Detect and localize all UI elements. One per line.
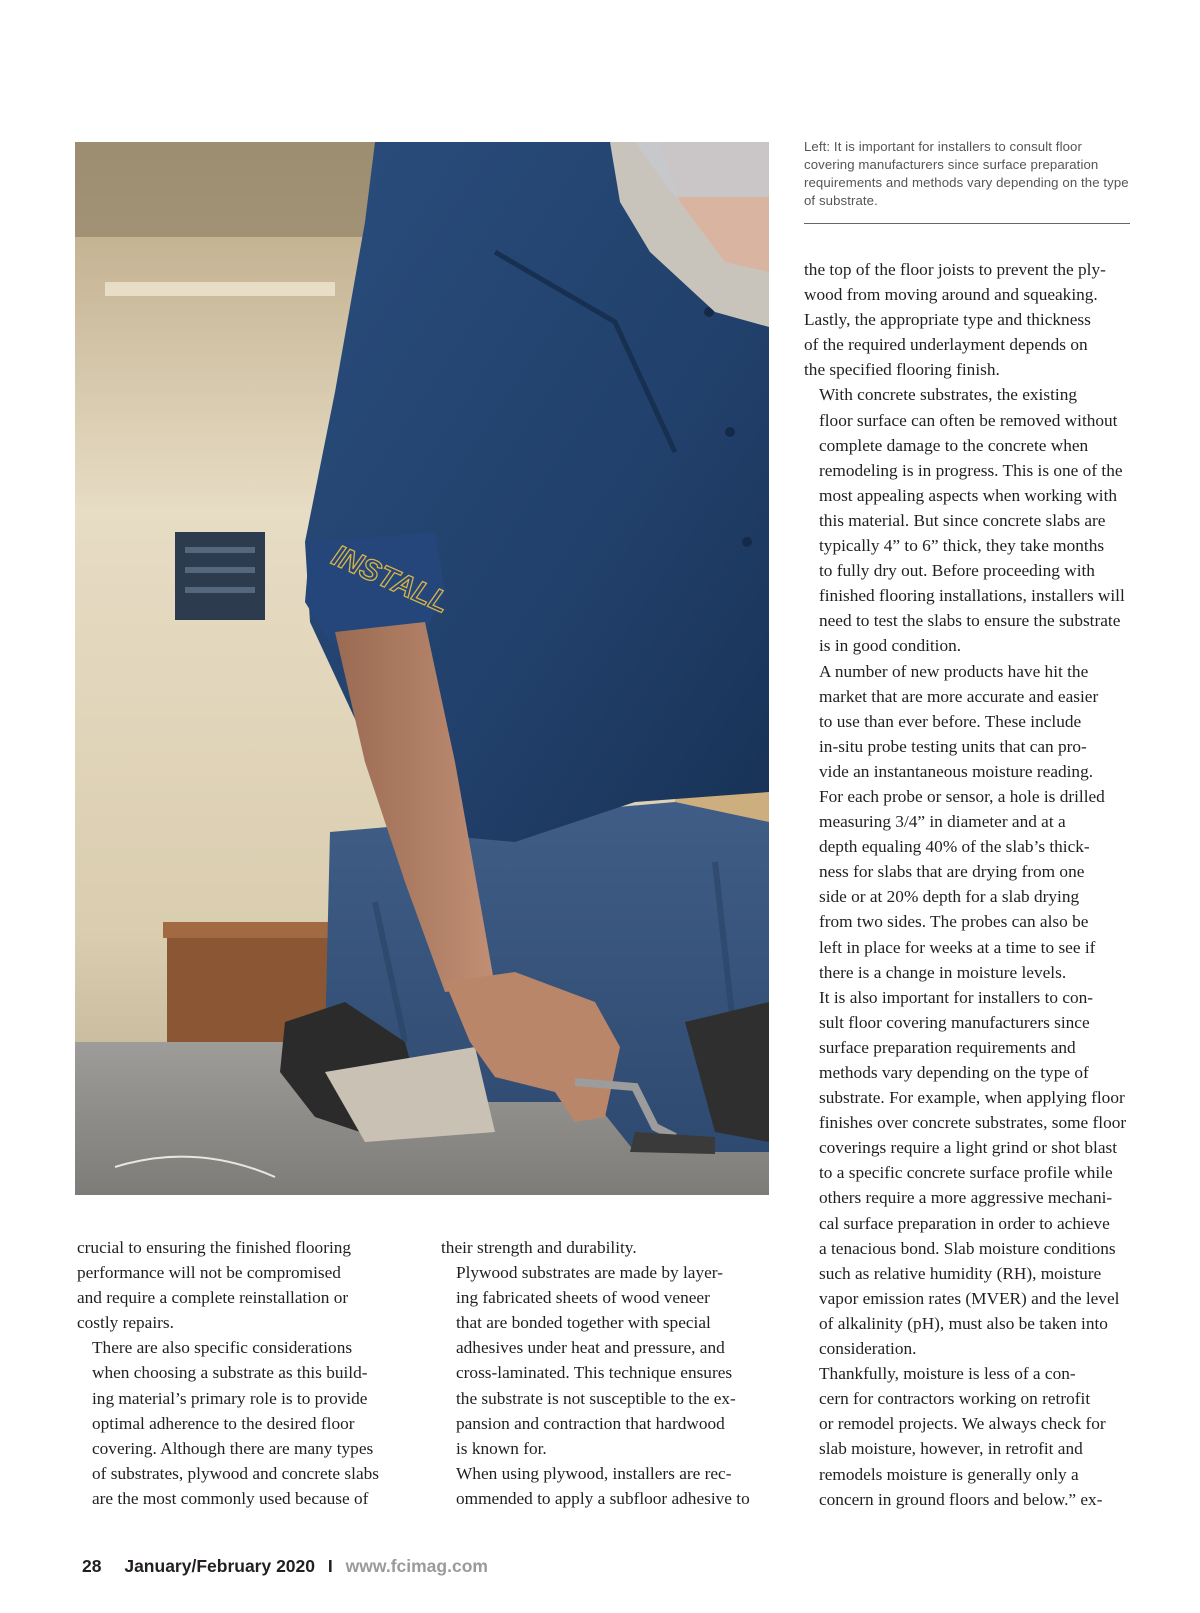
- text-line: ing fabricated sheets of wood veneer: [456, 1288, 710, 1308]
- page-number: 28: [82, 1556, 102, 1576]
- paragraph: [804, 659, 1134, 985]
- text-line: others require a more aggressive mechani-: [819, 1188, 1113, 1208]
- paragraph: [804, 1361, 1134, 1512]
- text-line: typically 4” to 6” thick, they take months: [819, 536, 1105, 556]
- caption-divider: [804, 223, 1130, 224]
- text-line: are the most commonly used because of: [92, 1488, 369, 1508]
- text-line: measuring 3/4” in diameter and at a: [819, 812, 1066, 832]
- text-line: a tenacious bond. Slab moisture conditions: [819, 1238, 1116, 1258]
- text-line: With concrete substrates, the existing: [819, 385, 1077, 405]
- text-line: optimal adherence to the desired floor: [92, 1413, 355, 1433]
- text-line: When using plywood, installers are rec-: [456, 1463, 732, 1483]
- text-line: pansion and contraction that hardwood: [456, 1413, 725, 1433]
- text-line: vapor emission rates (MVER) and the level: [819, 1288, 1120, 1308]
- paragraph: [804, 257, 1134, 382]
- text-line: left in place for weeks at a time to see if: [819, 937, 1096, 957]
- text-line: ness for slabs that are drying from one: [819, 862, 1085, 882]
- text-line: their strength and durability.: [441, 1238, 637, 1257]
- text-line: surface preparation requirements and: [819, 1037, 1076, 1057]
- text-line: most appealing aspects when working with: [819, 485, 1118, 505]
- text-line: vide an instantaneous moisture reading.: [819, 761, 1094, 781]
- text-line: complete damage to the concrete when: [819, 435, 1089, 455]
- text-line: in-situ probe testing units that can pro-: [819, 736, 1087, 756]
- paragraph: [441, 1461, 771, 1511]
- text-line: to fully dry out. Before proceeding with: [819, 561, 1095, 581]
- text-line: It is also important for installers to con-: [819, 987, 1094, 1007]
- text-line: ommended to apply a subfloor adhesive to: [456, 1488, 750, 1508]
- paragraph: [441, 1260, 771, 1461]
- footer-separator: I: [327, 1556, 333, 1576]
- text-line: market that are more accurate and easier: [819, 686, 1099, 706]
- text-line: slab moisture, however, in retrofit and: [819, 1439, 1083, 1459]
- article-photo: [75, 142, 769, 1195]
- text-line: cal surface preparation in order to achieve: [819, 1213, 1110, 1233]
- website-link[interactable]: www.fcimag.com: [345, 1556, 488, 1576]
- text-line: coverings require a light grind or shot blast: [819, 1138, 1118, 1158]
- text-line: methods vary depending on the type of: [819, 1063, 1089, 1082]
- page-footer: [82, 1556, 488, 1577]
- text-line: of substrates, plywood and concrete slabs: [92, 1463, 379, 1483]
- text-line: remodels moisture is generally only a: [819, 1464, 1079, 1484]
- text-line: the specified flooring finish.: [804, 360, 1000, 380]
- paragraph: [77, 1235, 407, 1335]
- text-line: cern for contractors working on retrofit: [819, 1389, 1091, 1409]
- text-line: Plywood substrates are made by layer-: [456, 1263, 723, 1283]
- issue-date: January/February 2020: [124, 1556, 316, 1576]
- text-line: from two sides. The probes can also be: [819, 912, 1089, 932]
- article-column-middle: [441, 1235, 771, 1511]
- text-line: floor surface can often be removed without: [819, 410, 1118, 430]
- sleeve-logo: INSTALL: [326, 539, 455, 620]
- text-line: finishes over concrete substrates, some floor: [819, 1113, 1127, 1133]
- text-line: A number of new products have hit the: [819, 661, 1089, 681]
- article-column-left: [77, 1235, 407, 1511]
- text-line: cross-laminated. This technique ensures: [456, 1363, 733, 1383]
- text-line: finished flooring installations, installers will: [819, 586, 1125, 606]
- text-line: ing material’s primary role is to provide: [92, 1388, 368, 1408]
- text-line: is in good condition.: [819, 636, 962, 656]
- paragraph: [804, 985, 1134, 1361]
- article-column-right: [804, 257, 1134, 1512]
- paragraph: [77, 1335, 407, 1511]
- text-line: that are bonded together with special: [456, 1313, 711, 1333]
- text-line: of the required underlayment depends on: [804, 335, 1088, 355]
- text-line: the substrate is not susceptible to the ex-: [456, 1388, 736, 1408]
- text-line: adhesives under heat and pressure, and: [456, 1338, 725, 1358]
- text-line: to use than ever before. These include: [819, 711, 1082, 731]
- text-line: there is a change in moisture levels.: [819, 962, 1067, 982]
- text-line: sult floor covering manufacturers since: [819, 1012, 1090, 1032]
- text-line: of alkalinity (pH), must also be taken into: [819, 1313, 1108, 1333]
- text-line: side or at 20% depth for a slab drying: [819, 887, 1080, 907]
- text-line: wood from moving around and squeaking.: [804, 285, 1098, 305]
- text-line: concern in ground floors and below.” ex-: [819, 1489, 1103, 1509]
- text-line: or remodel projects. We always check for: [819, 1414, 1106, 1434]
- text-line: There are also specific considerations: [92, 1338, 353, 1358]
- text-line: substrate. For example, when applying floor: [819, 1088, 1125, 1108]
- text-line: is known for.: [456, 1438, 547, 1458]
- text-line: crucial to ensuring the finished flooring: [77, 1238, 352, 1257]
- text-line: need to test the slabs to ensure the substrate: [819, 611, 1121, 631]
- text-line: this material. But since concrete slabs are: [819, 510, 1106, 530]
- text-line: consideration.: [819, 1339, 917, 1359]
- text-line: to a specific concrete surface profile while: [819, 1163, 1113, 1183]
- text-line: Lastly, the appropriate type and thickness: [804, 310, 1091, 330]
- text-line: covering. Although there are many types: [92, 1438, 374, 1458]
- text-line: costly repairs.: [77, 1313, 174, 1333]
- text-line: performance will not be compromised: [77, 1263, 341, 1283]
- text-line: depth equaling 40% of the slab’s thick-: [819, 837, 1090, 857]
- photo-caption: Left: It is important for installers to consult floor covering manufacturers since surface preparation requirements and methods vary depending on the type of substrate.: [804, 139, 1129, 208]
- paragraph: [441, 1235, 771, 1260]
- text-line: For each probe or sensor, a hole is drilled: [819, 786, 1105, 806]
- text-line: when choosing a substrate as this build-: [92, 1363, 368, 1383]
- text-line: the top of the floor joists to prevent the ply-: [804, 260, 1106, 279]
- paragraph: [804, 382, 1134, 658]
- text-line: Thankfully, moisture is less of a con-: [819, 1364, 1076, 1384]
- text-line: and require a complete reinstallation or: [77, 1288, 349, 1308]
- text-line: such as relative humidity (RH), moisture: [819, 1263, 1102, 1283]
- text-line: remodeling is in progress. This is one of the: [819, 460, 1123, 480]
